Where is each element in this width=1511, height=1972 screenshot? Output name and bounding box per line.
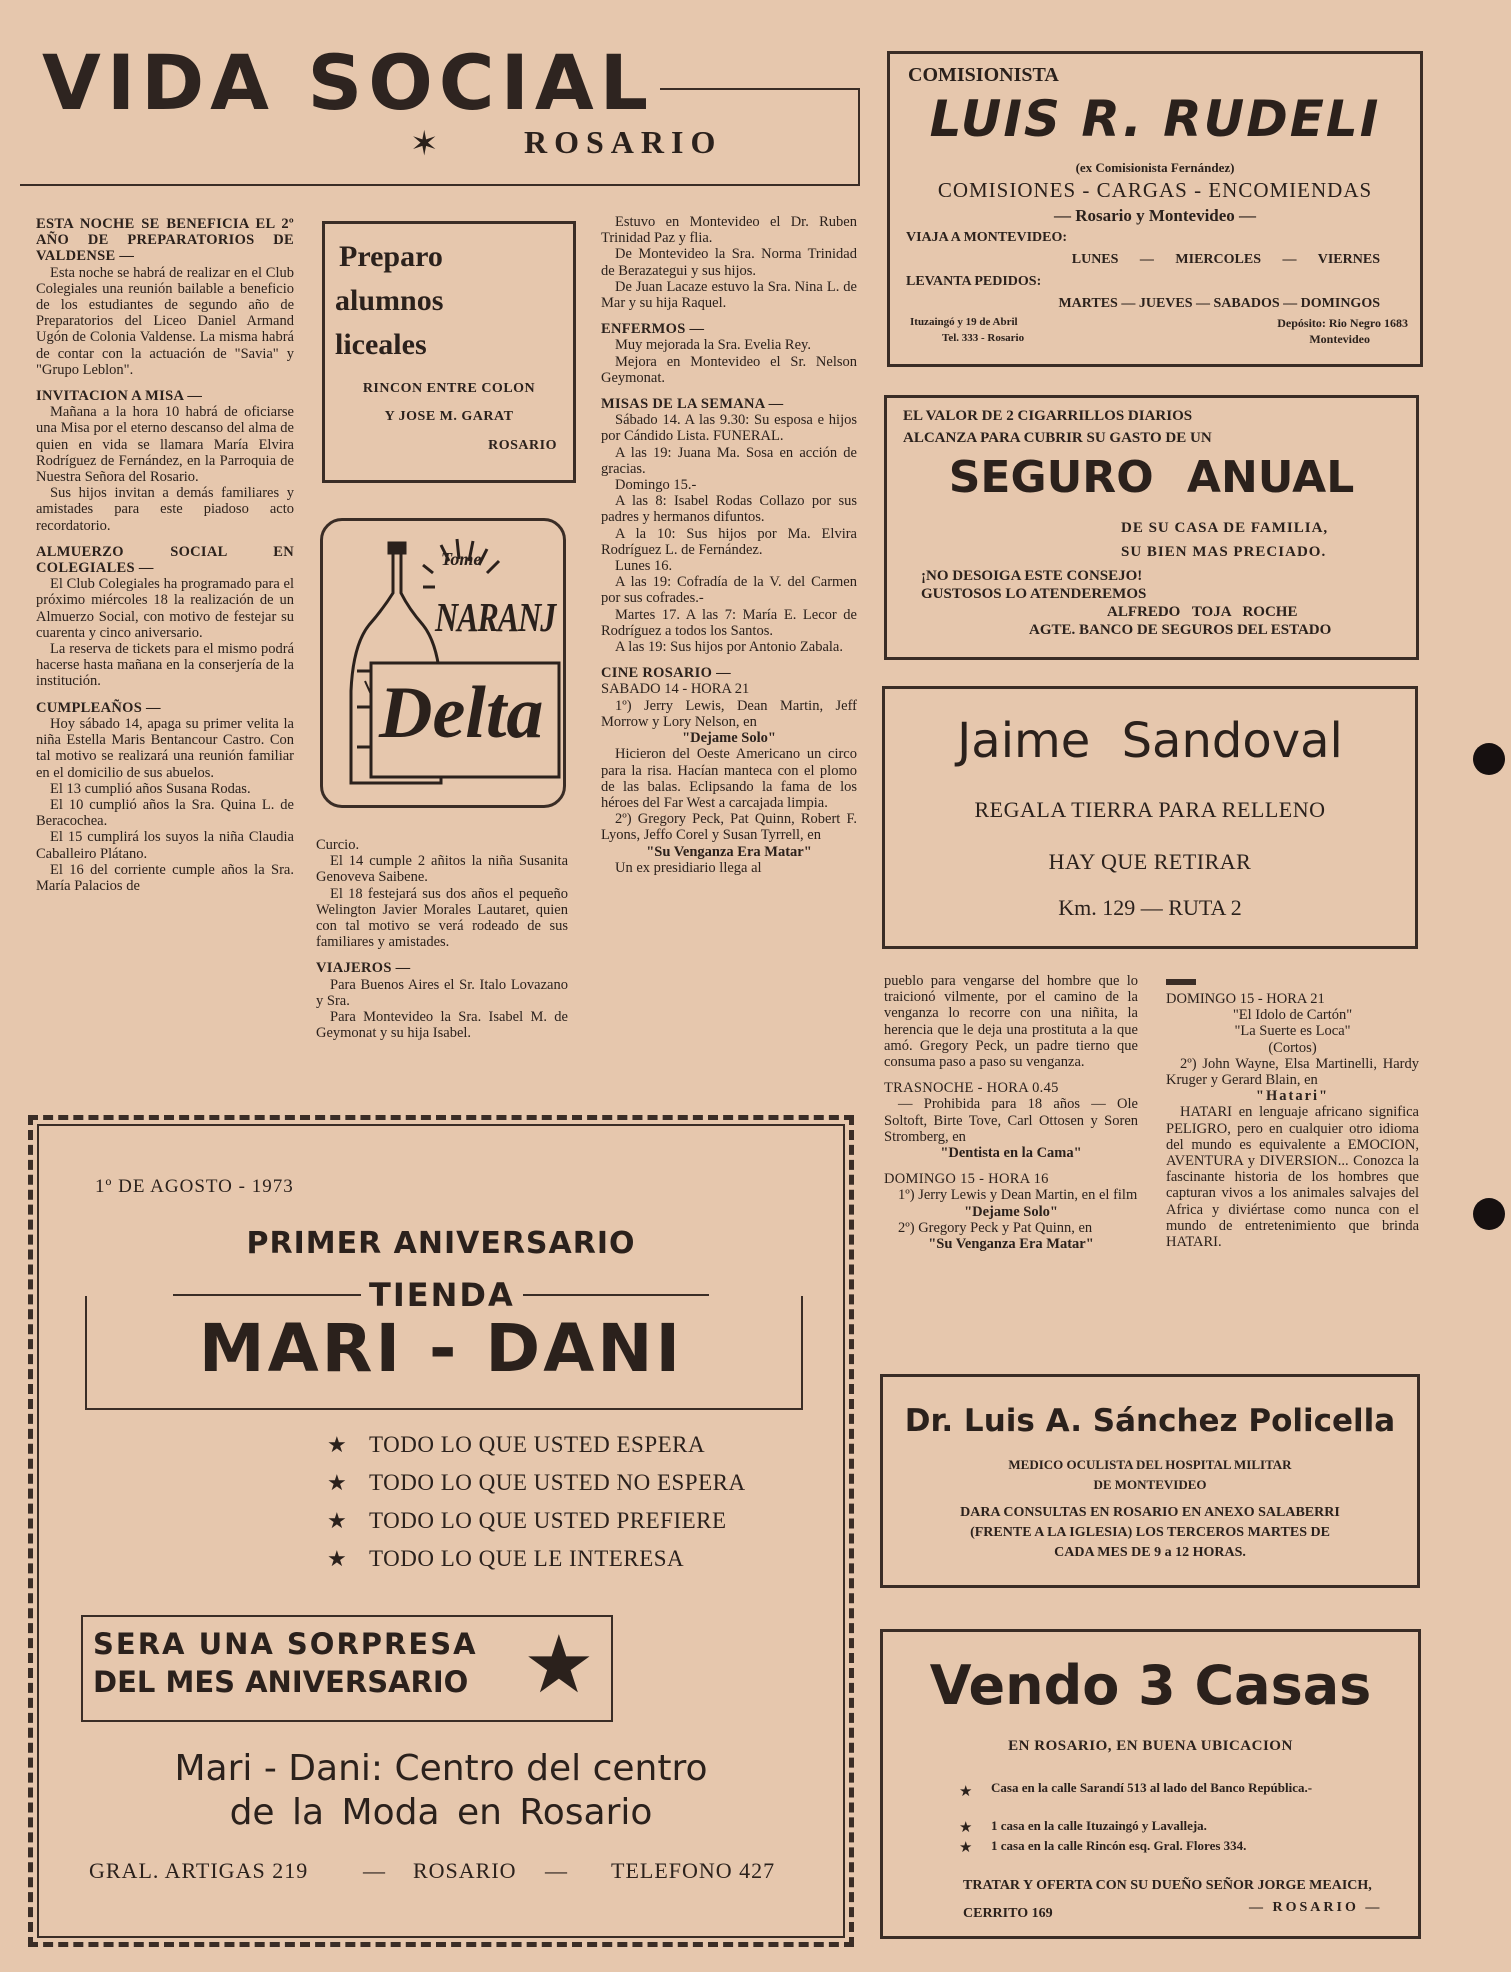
- column-3: [601, 214, 857, 876]
- article-heading: ESTA NOCHE SE BENEFICIA EL 2º AÑO DE PREPARATORIOS DE VALDENSE —: [36, 216, 294, 265]
- article-body: A las 19: Juana Ma. Sosa en acción de gracias.: [601, 444, 857, 477]
- ad-doctor-line: MEDICO OCULISTA DEL HOSPITAL MILITAR: [1008, 1457, 1292, 1472]
- article-body: El 10 cumplió años la Sra. Quina L. de Beracochea.: [36, 796, 294, 830]
- ad-preparo-line2: alumnos: [335, 284, 444, 317]
- article-body: Hicieron del Oeste Americano un circo para la risa. Hacían manteca con el plomo de las balas. Eclipsando la fama de los héroes del Far West a carcajada limpia.: [601, 746, 857, 811]
- ad-seguro-line: DE SU CASA DE FAMILIA,: [1121, 520, 1329, 536]
- ad-mari-dani-date: 1º DE AGOSTO - 1973: [95, 1176, 294, 1197]
- film-subtitle: (Cortos): [1268, 1039, 1317, 1056]
- article-body: El 13 cumplió años Susana Rodas.: [50, 780, 251, 797]
- masthead-rule-vertical: [858, 88, 860, 186]
- column-1: [36, 216, 294, 894]
- ad-naranja-delta: [320, 518, 566, 808]
- film-title: "Su Venganza Era Matar": [928, 1236, 1094, 1253]
- ad-preparo-alumnos: [322, 221, 576, 483]
- article-body: Muy mejorada la Sra. Evelia Rey.: [615, 337, 811, 354]
- star-icon: ✶: [410, 126, 439, 163]
- film-title: "Dejame Solo": [682, 730, 776, 747]
- ad-rudeli-address: Montevideo: [1309, 332, 1370, 346]
- masthead-subtitle: ROSARIO: [524, 124, 723, 160]
- article-body: El Club Colegiales ha programado para el próximo miércoles 18 la realización de un Almuerzo Social, con motivo de festejar su cuarenta y cinco aniversario.: [36, 576, 294, 641]
- ad-mari-dani-bullet: TODO LO QUE USTED NO ESPERA: [369, 1470, 746, 1495]
- ad-mari-dani-bullet: TODO LO QUE USTED PREFIERE: [369, 1508, 727, 1533]
- ad-rudeli-address: Ituzaingó y 19 de Abril: [910, 316, 1018, 328]
- masthead: [20, 28, 860, 188]
- ad-casas-subtitle: EN ROSARIO, EN BUENA UBICACION: [1008, 1738, 1293, 1754]
- film-title: "Dentista en la Cama": [940, 1145, 1082, 1162]
- ad-delta-naranja: NARANJ: [435, 593, 556, 641]
- ad-jaime-sandoval: [882, 686, 1418, 949]
- ad-mari-dani-address: GRAL. ARTIGAS 219: [89, 1858, 309, 1883]
- star-icon: ★: [959, 1840, 973, 1856]
- ad-rudeli-levanta: LEVANTA PEDIDOS:: [906, 274, 1042, 289]
- article-body: Lunes 16.: [615, 558, 673, 575]
- ad-mari-dani-city: ROSARIO: [413, 1858, 517, 1883]
- article-body: Esta noche se habrá de realizar en el Club Colegiales una reunión bailable a beneficio de los estudiantes de segundo año de Preparatorios del Liceo Daniel Armand Ugón de Colonia Valdense. La misma habrá de contar con la actuación de "Savia" y "Grupo Leblon".: [36, 264, 294, 378]
- article-body: A las 19: Sus hijos por Antonio Zabala.: [615, 639, 843, 656]
- article-body: Un ex presidiario llega al: [615, 859, 762, 876]
- ad-vendo-casas: [880, 1629, 1421, 1939]
- ad-casas-item: 1 casa en la calle Ituzaingó y Lavalleja.: [991, 1818, 1207, 1833]
- article-body: El 16 del corriente cumple años la Sra. María Palacios de: [36, 861, 294, 894]
- star-icon: ★: [523, 1622, 595, 1710]
- ad-rudeli-address: Tel. 333 - Rosario: [942, 332, 1025, 344]
- ad-mari-dani-tienda: TIENDA: [361, 1276, 523, 1314]
- ad-mari-dani-sorpresa: DEL MES ANIVERSARIO: [93, 1665, 469, 1699]
- ad-rudeli-name: LUIS R. RUDELI: [929, 90, 1381, 148]
- ad-mari-dani: [28, 1115, 854, 1947]
- article-body: — Prohibida para 18 años — Ole Soltoft, Birte Tove, Carl Ottosen y Soren Stromberg, en: [884, 1096, 1138, 1145]
- column-4: [884, 973, 1138, 1252]
- ad-seguro-line: ALFREDO TOJA ROCHE: [1107, 604, 1298, 620]
- article-body: HATARI en lenguaje africano significa PELIGRO, pero en cualquier otro idioma del mundo es equivalente a EMOCION, AVENTURA y DIVERSION... Conozca la fascinante historia de los hombres que capturan vivos a los animales salvajes del Africa y diviértase como nunca con el mundo de entretenimiento que brinda HATARI.: [1166, 1104, 1419, 1251]
- binder-hole: [1473, 743, 1505, 775]
- ad-rudeli-kicker: COMISIONISTA: [908, 64, 1059, 86]
- article-heading: MISAS DE LA SEMANA —: [601, 396, 784, 413]
- article-body: A las 19: Cofradía de la V. del Carmen por sus cofrades.-: [601, 574, 857, 607]
- star-icon: ★: [327, 1432, 347, 1457]
- article-heading: DOMINGO 15 - HORA 21: [1166, 991, 1325, 1007]
- article-body: Domingo 15.-: [615, 477, 697, 494]
- article-heading: INVITACION A MISA —: [36, 388, 203, 405]
- film-title: "Su Venganza Era Matar": [646, 843, 812, 860]
- ad-preparo-address: RINCON ENTRE COLON: [362, 381, 536, 396]
- ad-rudeli-services: COMISIONES - CARGAS - ENCOMIENDAS: [937, 178, 1373, 202]
- ad-doctor-name: Dr. Luis A. Sánchez Policella: [904, 1403, 1396, 1439]
- article-body: Mejora en Montevideo el Sr. Nelson Geymonat.: [601, 353, 857, 386]
- article-body: 2º) Gregory Peck y Pat Quinn, en: [898, 1219, 1093, 1236]
- ad-casas-footer: TRATAR Y OFERTA CON SU DUEÑO SEÑOR JORGE MEAICH, CERRITO 169: [963, 1878, 1372, 1921]
- article-body: 2º) John Wayne, Elsa Martinelli, Hardy Kruger y Gerard Blain, en: [1166, 1055, 1419, 1089]
- ad-casas-item: 1 casa en la calle Rincón esq. Gral. Flores 334.: [991, 1838, 1247, 1853]
- article-heading: TRASNOCHE - HORA 0.45: [884, 1080, 1059, 1097]
- article-heading: ENFERMOS —: [601, 321, 705, 338]
- column-rule: [1166, 979, 1196, 985]
- ad-mari-dani-sorpresa-box: [81, 1615, 613, 1722]
- ad-mari-dani-dash: —: [545, 1858, 567, 1883]
- ad-casas-title: Vendo 3 Casas: [929, 1654, 1372, 1717]
- article-body: De Montevideo la Sra. Norma Trinidad de Berazategui y sus hijos.: [601, 246, 857, 279]
- ad-rudeli: [887, 51, 1423, 367]
- film-title: "El Idolo de Cartón": [1232, 1007, 1353, 1024]
- ad-casas-item: Casa en la calle Sarandí 513 al lado del Banco República.-: [991, 1780, 1313, 1795]
- article-body: Sus hijos invitan a demás familiares y amistades para este piadoso acto recordatorio.: [36, 485, 294, 534]
- ad-preparo-city: ROSARIO: [488, 438, 557, 453]
- ad-preparo-line3: liceales: [335, 328, 427, 361]
- ad-rudeli-route: — Rosario y Montevideo —: [1053, 206, 1257, 225]
- film-title: "La Suerte es Loca": [1234, 1023, 1351, 1040]
- ad-sandoval-line: REGALA TIERRA PARA RELLENO: [974, 797, 1326, 822]
- ad-preparo-address: Y JOSE M. GARAT: [384, 409, 514, 424]
- article-body: Martes 17. A las 7: María E. Lecor de Rodríguez a todos los Santos.: [601, 606, 857, 639]
- film-title: "Hatari": [1255, 1088, 1330, 1105]
- ad-doctor-line: CADA MES DE 9 a 12 HORAS.: [1054, 1545, 1246, 1560]
- star-icon: ★: [327, 1508, 347, 1533]
- ad-rudeli-days: MARTES — JUEVES — SABADOS — DOMINGOS: [1058, 296, 1380, 311]
- ad-mari-dani-bullet: TODO LO QUE LE INTERESA: [369, 1546, 685, 1571]
- article-body: pueblo para vengarse del hombre que lo traicionó vilmente, por el camino de la venganza lo recorre con una niñita, la herencia que le deja una prostituta a la que amó. Gregory Peck, un padre tierno que consuma paso a paso su venganza.: [884, 973, 1138, 1071]
- article-heading: CINE ROSARIO —: [601, 665, 731, 682]
- article-body: 1º) Jerry Lewis, Dean Martin, Jeff Morrow y Lory Nelson, en: [601, 697, 857, 730]
- column-2: [316, 837, 568, 1041]
- masthead-rule-bottom: [20, 184, 860, 186]
- film-title: "Dejame Solo": [964, 1203, 1058, 1220]
- ad-mari-dani-slogan: Mari - Dani: Centro del centro: [174, 1748, 708, 1789]
- ad-mari-dani-sorpresa: SERA UNA SORPRESA: [93, 1627, 478, 1661]
- binder-hole: [1473, 1198, 1505, 1230]
- article-body: A la 10: Sus hijos por Ma. Elvira Rodríguez L. de Fernández.: [601, 525, 857, 558]
- article-body: Hoy sábado 14, apaga su primer velita la niña Estella Maris Bentancour Castro. Con tal motivo se realizará una reunión familiar en el domicilio de sus abuelos.: [36, 715, 294, 781]
- ad-mari-dani-phone: TELEFONO 427: [611, 1858, 776, 1883]
- star-icon: ★: [959, 1784, 973, 1800]
- ad-delta-brand: Delta: [379, 672, 544, 754]
- article-body: El 15 cumplirá los suyos la niña Claudia Caballeiro Plátano.: [36, 829, 294, 862]
- star-icon: ★: [959, 1820, 973, 1836]
- article-heading: ALMUERZO SOCIAL EN COLEGIALES —: [36, 543, 294, 577]
- ad-rudeli-address: Depósito: Rio Negro 1683: [1277, 316, 1408, 330]
- ad-seguro-line: ¡NO DESOIGA ESTE CONSEJO!: [921, 568, 1143, 584]
- article-body: Para Montevideo la Sra. Isabel M. de Geymonat y su hija Isabel.: [316, 1009, 568, 1042]
- column-5: [1166, 991, 1419, 1250]
- ad-sandoval-name: Jaime Sandoval: [957, 713, 1343, 769]
- article-body: De Juan Lacaze estuvo la Sra. Nina L. de Mar y su hija Raquel.: [601, 278, 857, 312]
- article-body: El 14 cumple 2 añitos la niña Susanita Genoveva Saibene.: [316, 853, 568, 886]
- ad-mari-dani-aniversario: PRIMER ANIVERSARIO: [246, 1226, 636, 1261]
- article-body: Sábado 14. A las 9.30: Su esposa e hijos por Cándido Lista. FUNERAL.: [601, 412, 857, 445]
- ad-seguro-line: AGTE. BANCO DE SEGUROS DEL ESTADO: [1029, 622, 1332, 638]
- ad-mari-dani-dash: —: [363, 1858, 385, 1883]
- ad-seguro-line: GUSTOSOS LO ATENDEREMOS: [921, 586, 1147, 602]
- masthead-title: VIDA SOCIAL: [42, 38, 655, 127]
- ad-doctor-line: (FRENTE A LA IGLESIA) LOS TERCEROS MARTES DE: [970, 1525, 1330, 1540]
- article-subheading: SABADO 14 - HORA 21: [601, 681, 750, 698]
- ad-sandoval-line: Km. 129 — RUTA 2: [1058, 895, 1242, 920]
- article-body: Estuvo en Montevideo el Dr. Ruben Trinidad Paz y flia.: [601, 214, 857, 247]
- ad-doctor-line: DARA CONSULTAS EN ROSARIO EN ANEXO SALABERRI: [960, 1505, 1340, 1520]
- ad-delta-tome: Tome: [441, 549, 482, 569]
- article-heading: DOMINGO 15 - HORA 16: [884, 1171, 1049, 1188]
- ad-seguro-line: ALCANZA PARA CUBRIR SU GASTO DE UN: [903, 430, 1212, 446]
- article-body: Curcio.: [316, 837, 360, 853]
- ad-mari-dani-bullet: TODO LO QUE USTED ESPERA: [369, 1432, 706, 1457]
- ad-rudeli-days: LUNES — MIERCOLES — VIERNES: [1071, 252, 1380, 267]
- ad-casas-footer: — ROSARIO —: [1249, 1900, 1383, 1915]
- ad-mari-dani-slogan: de la Moda en Rosario: [229, 1792, 653, 1833]
- article-body: 1º) Jerry Lewis y Dean Martin, en el film: [898, 1187, 1138, 1204]
- article-body: La reserva de tickets para el mismo podrá hacerse hasta mañana en la conserjería de la institución.: [36, 641, 294, 690]
- ad-doctor: [880, 1374, 1420, 1588]
- article-body: El 18 festejará sus dos años el pequeño Welington Javier Morales Lautaret, quien con tal motivo se verá rodeado de sus familiares y amistades.: [316, 885, 568, 951]
- ad-mari-dani-name: MARI - DANI: [198, 1310, 684, 1387]
- article-heading: VIAJEROS —: [316, 960, 411, 977]
- article-heading: CUMPLEAÑOS —: [36, 699, 161, 716]
- star-icon: ★: [327, 1546, 347, 1571]
- ad-sandoval-line: HAY QUE RETIRAR: [1048, 849, 1252, 874]
- ad-doctor-line: DE MONTEVIDEO: [1093, 1477, 1207, 1492]
- ad-seguro-line: EL VALOR DE 2 CIGARRILLOS DIARIOS: [903, 408, 1193, 424]
- star-icon: ★: [327, 1470, 347, 1495]
- ad-rudeli-ex: (ex Comisionista Fernández): [1075, 160, 1235, 175]
- ad-seguro-title: SEGURO ANUAL: [948, 452, 1355, 503]
- article-body: A las 8: Isabel Rodas Collazo por sus padres y hermanos difuntos.: [601, 493, 857, 526]
- article-body: Mañana a la hora 10 habrá de oficiarse una Misa por el eterno descanso del alma de quien en vida se llamara María Elvira Rodríguez de Fernández, en la Parroquia de Nuestra Señora del Rosario.: [36, 404, 294, 486]
- ad-seguro-anual: [884, 395, 1419, 660]
- ad-rudeli-viaja: VIAJA A MONTEVIDEO:: [906, 230, 1068, 245]
- masthead-rule-top: [660, 88, 860, 90]
- article-body: Para Buenos Aires el Sr. Italo Lovazano y Sra.: [316, 976, 568, 1009]
- ad-seguro-line: SU BIEN MAS PRECIADO.: [1121, 544, 1327, 560]
- ad-preparo-line1: Preparo: [339, 240, 443, 273]
- article-body: 2º) Gregory Peck, Pat Quinn, Robert F. Lyons, Jeffo Corel y Susan Tyrrell, en: [601, 811, 857, 844]
